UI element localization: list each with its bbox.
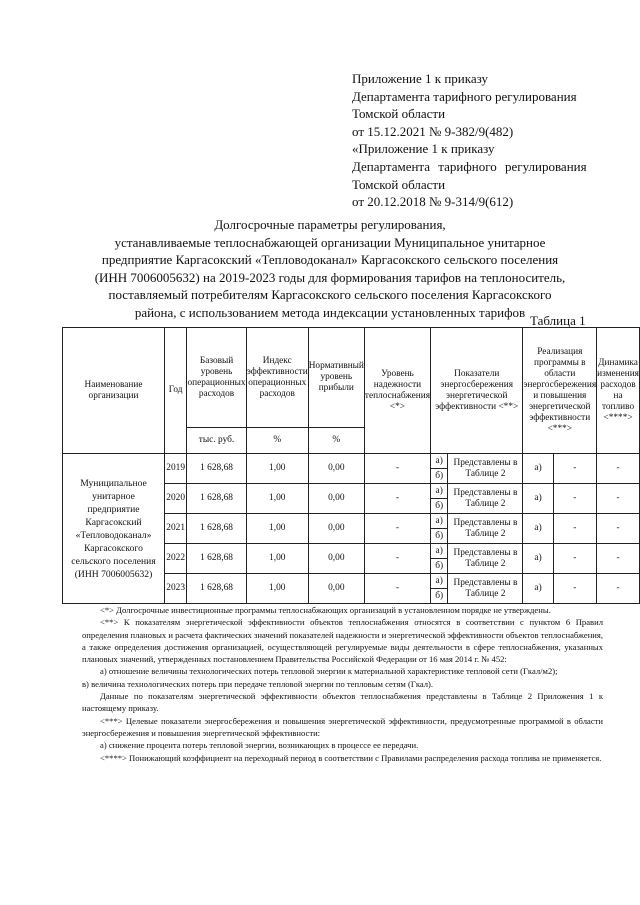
footnote-3: <***> Целевые показатели энергосбережения и повышения энергетической эффективности, предусмотренные программой в области энергосбережения и повышения энергетической эффективности: — [82, 715, 603, 738]
profit-cell: 0,00 — [308, 574, 364, 604]
footnote-2: <**> К показателям энергетической эффективности объектов теплоснабжения относятся в соответствии с пунктом 6 Правил определения плановых и расчета фактических значений показателей надежности и энергетической эффективности объектов теплоснабжения, а также определения достижения организацией, осуществляющей регулируемые виды деятельности в сфере теплоснабжения, указанных плановых значений, утвержденных постановлением Правительства Российской Федерации от 16 мая 2014 г. № 452: — [82, 617, 603, 665]
program-dash-cell: - — [553, 454, 596, 484]
reliability-cell: - — [364, 514, 430, 544]
program-dash-cell: - — [553, 544, 596, 574]
header-line: Томской области — [352, 106, 446, 122]
header-org: Наименование организации — [63, 328, 165, 454]
sub-b-cell: б) — [430, 559, 447, 574]
table-row — [63, 454, 640, 469]
header-line: «Приложение 1 к приказу — [352, 141, 495, 157]
table-label: Таблица 1 — [530, 313, 586, 328]
sub-a-cell: а) — [430, 454, 447, 469]
base-cost-cell: 1 628,68 — [187, 574, 247, 604]
sub-b-cell: б) — [430, 589, 447, 604]
header-energy-efficiency: Показатели энергосбережения энергетической эффективности <**> — [430, 328, 523, 454]
title-line: поставляемый потребителям Каргасокского сельского поселения Каргасокского — [108, 287, 552, 302]
footnote-2a: а) отношение величины технологических потерь тепловой энергии к материальной характеристике тепловой сети (Гкал/м2); — [100, 666, 558, 677]
energy-cell: Представлены в Таблице 2 — [448, 514, 523, 544]
profit-cell: 0,00 — [308, 544, 364, 574]
sub-b-cell: б) — [430, 529, 447, 544]
program-cell: а) — [523, 574, 553, 604]
footnote-2c: Данные по показателям энергетической эффективности объектов теплоснабжения представлены в Таблице 2 Приложения 1 к настоящему приказу. — [82, 691, 603, 714]
footnote-2b: в) величина технологических потерь при передаче тепловой энергии по тепловым сетям (Гкал). — [82, 678, 434, 689]
base-cost-cell: 1 628,68 — [187, 454, 247, 484]
dynamics-cell: - — [597, 514, 640, 544]
program-cell: а) — [523, 514, 553, 544]
reliability-cell: - — [364, 484, 430, 514]
sub-b-cell: б) — [430, 469, 447, 484]
unit-profit: % — [308, 428, 364, 454]
program-cell: а) — [523, 454, 553, 484]
sub-b-cell: б) — [430, 499, 447, 514]
profit-cell: 0,00 — [308, 514, 364, 544]
year-cell: 2021 — [165, 514, 187, 544]
profit-cell: 0,00 — [308, 484, 364, 514]
sub-a-cell: а) — [430, 484, 447, 499]
energy-cell: Представлены в Таблице 2 — [448, 484, 523, 514]
document-title — [60, 216, 600, 321]
program-dash-cell: - — [553, 574, 596, 604]
footnotes — [82, 604, 603, 764]
dynamics-cell: - — [597, 484, 640, 514]
base-cost-cell: 1 628,68 — [187, 514, 247, 544]
header-line: Департамента тарифного регулирования — [352, 88, 577, 104]
header-program: Реализация программы в области энергосбережения и повышения энергетической эффективности <***> — [523, 328, 597, 454]
index-cell: 1,00 — [246, 574, 308, 604]
header-line: Департамента тарифного регулирования — [352, 158, 587, 174]
header-line: Томской области — [352, 176, 446, 192]
footnote-4: <****> Понижающий коэффициент на переходный период в соответствии с Правилами распределения расхода топлива не применяется. — [100, 752, 602, 763]
program-dash-cell: - — [553, 514, 596, 544]
year-cell: 2020 — [165, 484, 187, 514]
header-efficiency-index: Индекс эффективности операционных расходов — [246, 328, 308, 428]
header-base-costs: Базовый уровень операционных расходов — [187, 328, 247, 428]
header-line: от 20.12.2018 № 9-314/9(612) — [352, 194, 514, 210]
program-dash-cell: - — [553, 484, 596, 514]
header-line: Приложение 1 к приказу — [352, 71, 489, 86]
header-fuel-dynamics: Динамика изменения расходов на топливо <****> — [597, 328, 640, 454]
index-cell: 1,00 — [246, 454, 308, 484]
dynamics-cell: - — [597, 454, 640, 484]
program-cell: а) — [523, 484, 553, 514]
reliability-cell: - — [364, 454, 430, 484]
title-line: района, с использованием метода индексации установленных тарифов — [134, 304, 526, 320]
reliability-cell: - — [364, 574, 430, 604]
unit-base: тыс. руб. — [187, 428, 247, 454]
sub-a-cell: а) — [430, 544, 447, 559]
title-line: (ИНН 7006005632) на 2019-2023 годы для формирования тарифов на теплоноситель, — [94, 269, 566, 285]
index-cell: 1,00 — [246, 484, 308, 514]
program-cell: а) — [523, 544, 553, 574]
header-year: Год — [165, 328, 187, 454]
index-cell: 1,00 — [246, 544, 308, 574]
title-line: Долгосрочные параметры регулирования, — [214, 217, 446, 232]
title-line: устанавливаемые теплоснабжающей организации Муниципальное унитарное — [114, 234, 546, 250]
parameters-table — [62, 327, 640, 604]
footnote-3a: а) снижение процента потерь тепловой энергии, возникающих в процессе ее передачи. — [100, 740, 419, 751]
energy-cell: Представлены в Таблице 2 — [448, 574, 523, 604]
energy-cell: Представлены в Таблице 2 — [448, 544, 523, 574]
title-line: предприятие Каргасокский «Тепловодоканал» Каргасокского сельского поселения — [101, 252, 559, 267]
sub-a-cell: а) — [430, 574, 447, 589]
base-cost-cell: 1 628,68 — [187, 544, 247, 574]
organization-name-cell: Муниципальное унитарное предприятие Каргасокский «Тепловодоканал» Каргасокского сельского поселения (ИНН 7006005632) — [63, 454, 165, 604]
unit-index: % — [246, 428, 308, 454]
year-cell: 2023 — [165, 574, 187, 604]
year-cell: 2019 — [165, 454, 187, 484]
dynamics-cell: - — [597, 544, 640, 574]
header-reliability: Уровень надежности теплоснабжения <*> — [364, 328, 430, 454]
header-profit-level: Нормативный уровень прибыли — [308, 328, 364, 428]
reliability-cell: - — [364, 544, 430, 574]
footnote-1: <*> Долгосрочные инвестиционные программы теплоснабжающих организаций в установленном порядке не утверждены. — [100, 605, 551, 615]
sub-a-cell: а) — [430, 514, 447, 529]
index-cell: 1,00 — [246, 514, 308, 544]
header-block — [352, 70, 612, 211]
profit-cell: 0,00 — [308, 454, 364, 484]
energy-cell: Представлены в Таблице 2 — [448, 454, 523, 484]
dynamics-cell: - — [597, 574, 640, 604]
header-line: от 15.12.2021 № 9-382/9(482) — [352, 123, 514, 139]
base-cost-cell: 1 628,68 — [187, 484, 247, 514]
year-cell: 2022 — [165, 544, 187, 574]
